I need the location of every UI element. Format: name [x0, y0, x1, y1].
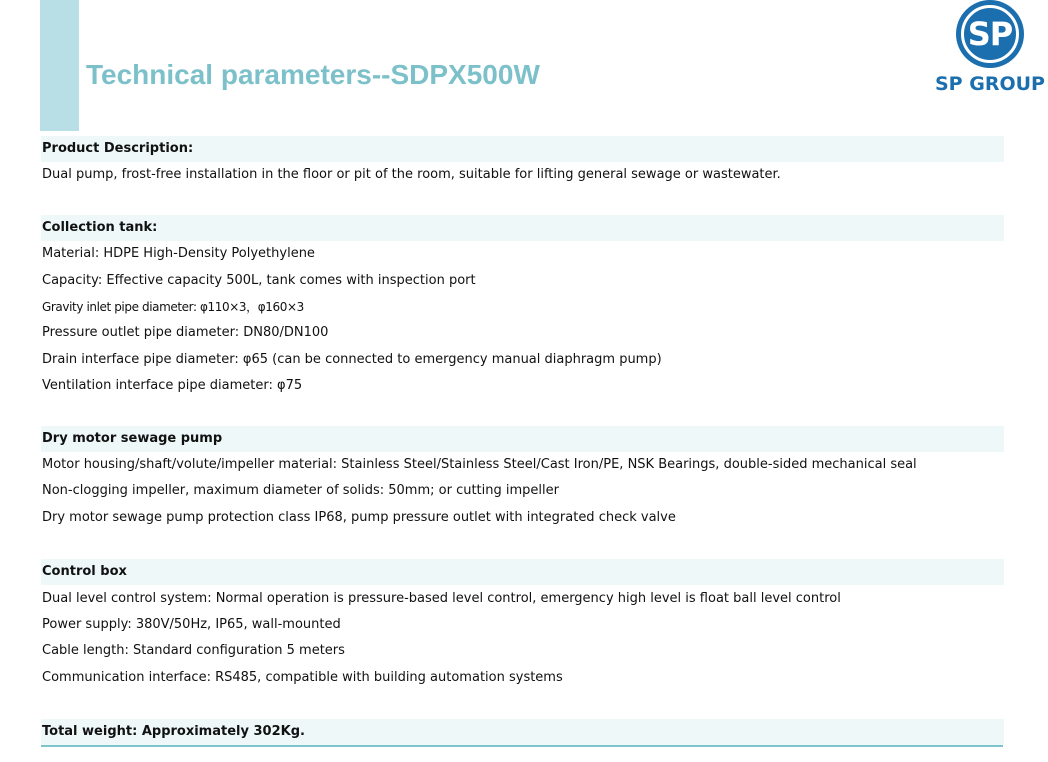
section-heading-control-box: Control box: [41, 559, 1004, 585]
control-level-system: Dual level control system: Normal operation is pressure-based level control, emergency high level is float ball level control: [42, 591, 841, 606]
section-heading-product: Product Description:: [41, 136, 1004, 162]
pump-protection-class: Dry motor sewage pump protection class IP68, pump pressure outlet with integrated check valve: [42, 510, 676, 525]
total-weight: Total weight: Approximately 302Kg.: [41, 719, 1004, 745]
control-cable-length: Cable length: Standard configuration 5 meters: [42, 643, 345, 658]
tank-capacity: Capacity: Effective capacity 500L, tank comes with inspection port: [42, 273, 476, 288]
sp-group-logo: [930, 0, 1048, 100]
tank-ventilation-interface: Ventilation interface pipe diameter: φ75: [42, 378, 303, 393]
product-description-line: Dual pump, frost-free installation in the floor or pit of the room, suitable for lifting general sewage or wastewater.: [42, 167, 781, 182]
pump-materials: Motor housing/shaft/volute/impeller material: Stainless Steel/Stainless Steel/Cast Iron/PE, NSK Bearings, double-sided mechanical seal: [42, 457, 917, 472]
tank-material: Material: HDPE High-Density Polyethylene: [42, 246, 315, 261]
control-power-supply: Power supply: 380V/50Hz, IP65, wall-mounted: [42, 617, 341, 632]
tank-gravity-inlet: Gravity inlet pipe diameter: φ110×3，φ160×3: [42, 300, 304, 314]
bottom-rule: [41, 745, 1003, 747]
page-title: Technical parameters--SDPX500W: [86, 59, 540, 90]
logo-letters: SP: [967, 15, 1013, 53]
control-communication-interface: Communication interface: RS485, compatible with building automation systems: [42, 670, 563, 685]
section-heading-sewage-pump: Dry motor sewage pump: [41, 426, 1004, 452]
pump-impeller: Non-clogging impeller, maximum diameter of solids: 50mm; or cutting impeller: [42, 483, 559, 498]
logo-name: SP GROUP: [935, 73, 1045, 95]
section-heading-collection-tank: Collection tank:: [41, 215, 1004, 241]
tank-drain-interface: Drain interface pipe diameter: φ65 (can be connected to emergency manual diaphragm pump): [42, 352, 662, 367]
tank-pressure-outlet: Pressure outlet pipe diameter: DN80/DN100: [42, 325, 329, 340]
title-accent-bar: [40, 0, 79, 131]
